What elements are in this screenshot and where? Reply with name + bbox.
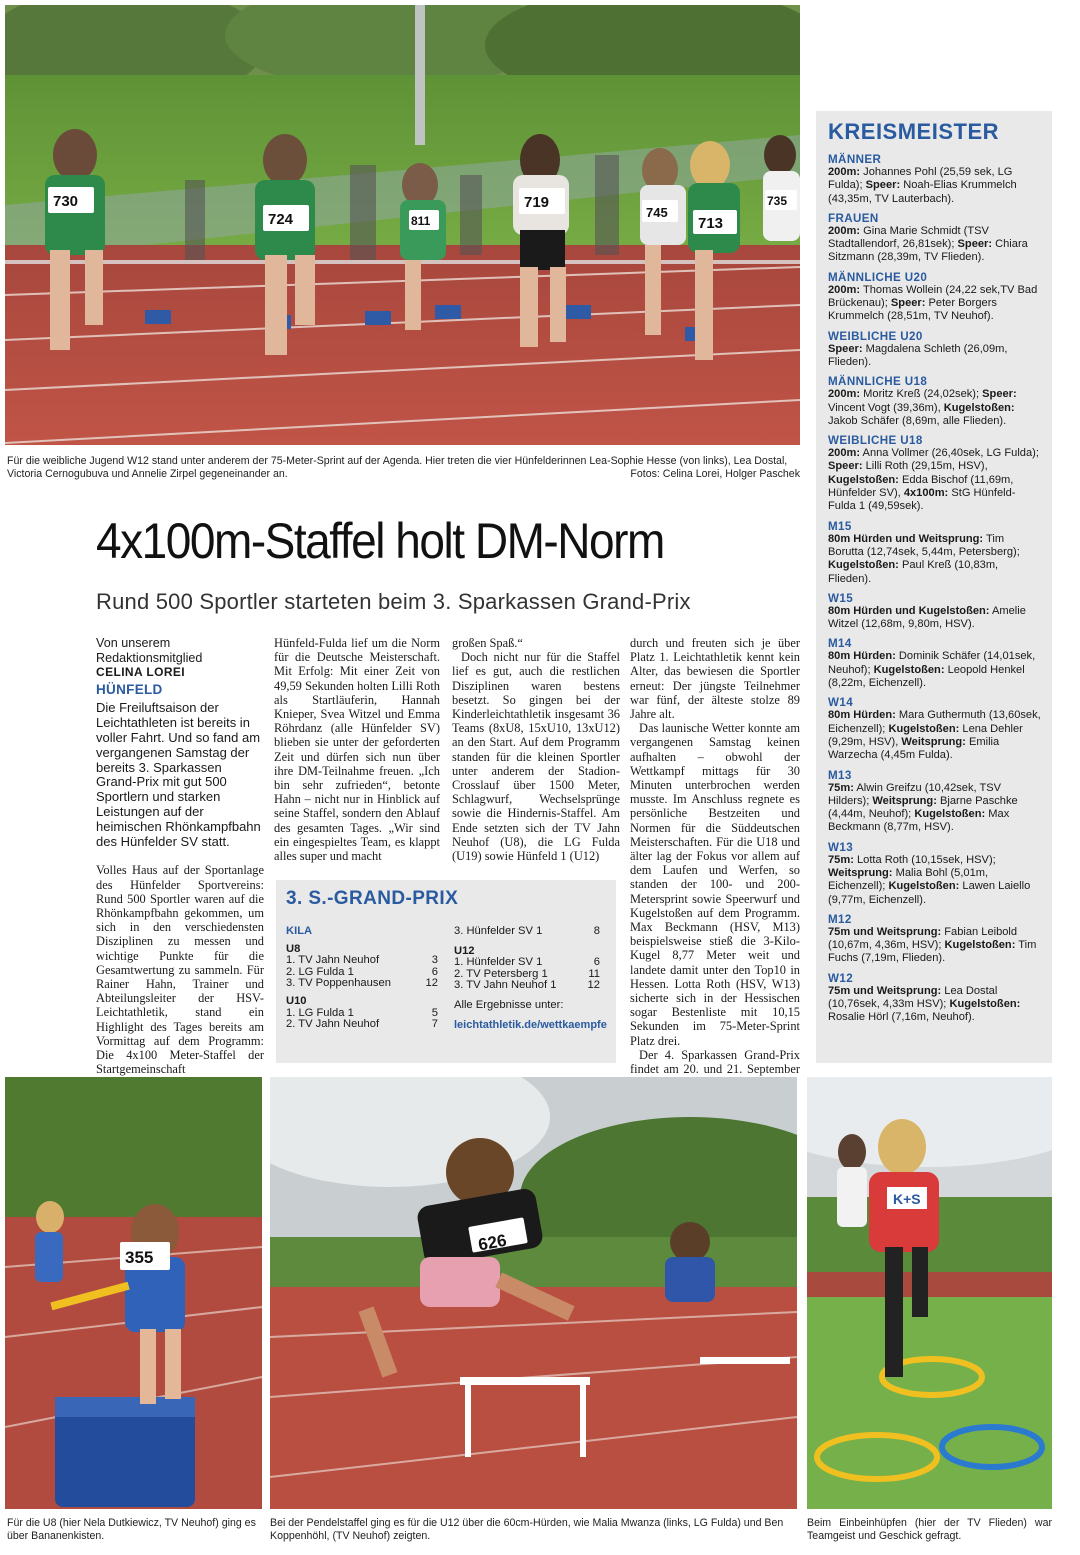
grand-prix-col-right — [454, 925, 607, 1031]
bib-355: 355 — [125, 1248, 154, 1267]
u12-results — [454, 957, 600, 992]
article-column-1 — [96, 636, 264, 1076]
points: 8 — [593, 925, 600, 937]
article-column-2 — [274, 636, 440, 863]
bib-811: 811 — [411, 214, 431, 228]
kreismeister-entry: 200m: Gina Marie Schmidt (TSV Stadtallendorf, 26,81sek); Speer: Chiara Sitzmann (28,39m, TV Flieden). — [828, 224, 1028, 264]
author: CELINA LOREI — [96, 665, 186, 679]
team: 2. TV Jahn Neuhof — [286, 1018, 380, 1031]
kreismeister-entry: 75m und Weitsprung: Lea Dostal (10,76sek, 4,33m HSV); Kugelstoßen: Rosalie Hörl (7,16m, Neuhof). — [828, 984, 1021, 1024]
paragraph: Der 4. Sparkassen Grand-Prix findet am 20. und 21. September — [630, 1047, 800, 1077]
u10-heading: U10 — [286, 994, 307, 1007]
kreismeister-entry: 80m Hürden und Kugelstoßen: Amelie Witzel (12,68m, 9,80m, HSV). — [828, 604, 1026, 631]
grand-prix-title: 3. S.-GRAND-PRIX — [286, 888, 459, 909]
kreismeister-category: W13 — [828, 840, 854, 854]
article-column-3 — [452, 636, 620, 863]
all-results-label: Alle Ergebnisse unter: — [454, 998, 564, 1011]
team: 3. TV Poppenhausen — [286, 977, 391, 990]
top-photo-sprint — [5, 5, 800, 445]
points: 6 — [431, 965, 438, 978]
subline: Rund 500 Sportler starteten beim 3. Sparkassen Grand-Prix — [96, 589, 691, 614]
bib-719: 719 — [524, 194, 550, 211]
kreismeister-list — [828, 153, 1042, 1025]
kreismeister-entry: Speer: Magdalena Schleth (26,09m, Flieden). — [828, 342, 1008, 368]
headline: 4x100m-Staffel holt DM-Norm — [96, 513, 664, 569]
bib-724: 724 — [268, 211, 294, 228]
caption-right: Beim Einbeinhüpfen (hier der TV Flieden) war Teamgeist und Geschick gefragt. — [807, 1517, 1052, 1542]
u10-results — [286, 1008, 438, 1031]
bib-735: 735 — [767, 194, 788, 208]
caption-middle: Bei der Pendelstaffel ging es für die U12 über die 60cm-Hürden, wie Malia Mwanza (links, LG Fulda) und Ben Koppenhöhl, (TV Neuhof) zeigten. — [270, 1517, 784, 1542]
top-photo-caption — [7, 455, 802, 481]
kreismeister-category: WEIBLICHE U20 — [828, 329, 923, 343]
points: 12 — [587, 979, 600, 992]
paragraph: großen Spaß.“ — [452, 636, 523, 650]
kreismeister-category: MÄNNLICHE U18 — [828, 375, 928, 389]
kreismeister-entry: 80m Hürden: Mara Guthermuth (13,60sek, Eichenzell); Kugelstoßen: Lena Dehler (9,29m, HSV), Weitsprung: Emilia Warzecha (4,45m Fulda). — [828, 709, 1041, 762]
bottom-photo-right — [807, 1077, 1052, 1509]
results-link[interactable]: leichtathletik.de/wettkaempfe — [454, 1018, 607, 1031]
paragraph: Volles Haus auf der Sportanlage des Hünfelder Sportvereins: Rund 500 Sportler waren auf die Rhönkampfbahn gekommen, um sich in den verschiedensten Disziplinen zu messen und wichtige Punkte für die Gesamtwertung zu sammeln. Für Rainer Hahn, Trainer und Abteilungsleiter der HSV-Leichtathletik, stand ein Highlight des Tages bereits am Vormittag auf dem Programm: Die 4x100 Meter-Staffel der Startgemeinschaft — [96, 863, 264, 1077]
team: 1. Hünfelder SV 1 — [454, 956, 543, 969]
bottom-photo-middle — [270, 1077, 797, 1509]
points: 3 — [431, 954, 438, 967]
dateline: HÜNFELD — [96, 682, 163, 698]
caption-left: Für die U8 (hier Nela Dutkiewicz, TV Neuhof) ging es über Bananenkisten. — [7, 1517, 256, 1542]
kreismeister-entry: 75m und Weitsprung: Fabian Leibold (10,67m, 4,36m, HSV); Kugelstoßen: Tim Fuchs (7,19m, Flieden). — [828, 925, 1037, 965]
points: 6 — [593, 956, 600, 969]
points: 11 — [588, 967, 600, 980]
byline-role: Redaktionsmitglied — [96, 650, 203, 665]
kreismeister-category: FRAUEN — [828, 211, 879, 225]
kreismeister-entry: 80m Hürden und Weitsprung: Tim Borutta (12,74sek, 5,44m, Petersberg); Kugelstoßen: Paul Kreß (10,83m, Flieden). — [828, 532, 1020, 585]
kreismeister-entry: 200m: Johannes Pohl (25,59 sek, LG Fulda); Speer: Noah-Elias Krummelch (43,35m, TV Lauterbach). — [828, 166, 1017, 205]
grand-prix-box — [276, 880, 616, 1063]
points: 7 — [431, 1018, 438, 1031]
article-column-4 — [630, 636, 800, 1091]
kreismeister-entry: 75m: Lotta Roth (10,15sek, HSV); Weitsprung: Malia Bohl (5,01m, Eichenzell); Kugelstoßen: Lawen Laiello (9,77m, Eichenzell). — [828, 853, 1031, 906]
bottom-photo-left — [5, 1077, 262, 1509]
kreismeister-category: M13 — [828, 768, 852, 782]
u8-results — [286, 955, 438, 990]
photo-credit: Fotos: Celina Lorei, Holger Paschek — [630, 468, 800, 480]
team: 1. TV Jahn Neuhof — [286, 954, 380, 967]
kreismeister-category: MÄNNLICHE U20 — [828, 270, 928, 284]
bib-626: 626 — [476, 1230, 509, 1255]
u10-result-third — [454, 926, 600, 938]
kreismeister-category: W12 — [828, 971, 854, 985]
result-row — [286, 1019, 438, 1031]
kila-heading: KILA — [286, 925, 313, 937]
paragraph: durch und freuten sich je über Platz 1. Leichtathletik kennt kein Alter, das bewiesen die Sportler erneut: Der jüngste Teilnehmer war fünf, der älteste stolze 89 Jahre alt. — [630, 636, 800, 722]
kreismeister-entry: 200m: Thomas Wollein (24,22 sek,TV Bad Brückenau); Speer: Peter Borgers Krummelch (28,51m, TV Neuhof). — [828, 283, 1038, 323]
points: 12 — [425, 977, 438, 990]
kreismeister-category: W14 — [828, 696, 854, 710]
team: 1. LG Fulda 1 — [286, 1006, 354, 1019]
kreismeister-category: MÄNNER — [828, 153, 882, 166]
paragraph: Hünfeld-Fulda lief um die Norm für die Deutsche Meisterschaft. Mit Erfolg: Mit einer Zeit von 49,59 Sekunden holten Lilli Roth als Startläuferin, Hannah Knieper, Svea Witzel und Emma Röhrdanz (alle Hünfelder SV) blieben sie unter der geforderten Zeit und dürfen sich nun über ihre DM-Teilnahme freuen. „Ich bin sehr zufrieden“, betonte Hahn – nicht nur in Hinblick auf seine Staffel, sondern den Ablauf des gesamten Tages. „Wir sind ein eingespieltes Team, es klappt alles super und macht — [274, 636, 440, 864]
u8-heading: U8 — [286, 942, 301, 955]
kreismeister-entry: 200m: Anna Vollmer (26,40sek, LG Fulda); Speer: Lilli Roth (29,15m, HSV), Kugelstoßen: Edda Bischof (11,69m, Hünfelder SV), 4x100m: StG Hünfeld-Fulda 1 (49,59sek). — [828, 447, 1039, 513]
bib-745: 745 — [646, 205, 668, 220]
kreismeister-category: WEIBLICHE U18 — [828, 434, 923, 448]
byline-from: Von unserem — [96, 636, 171, 650]
kreismeister-category: M14 — [828, 637, 852, 651]
kreismeister-box — [816, 111, 1052, 1063]
points: 5 — [431, 1006, 438, 1019]
team: 2. LG Fulda 1 — [286, 965, 354, 978]
lead-paragraph: Die Freiluftsaison der Leichtathleten ist bereits in voller Fahrt. Und so fand am vergangenen Samstag der bereits 3. Sparkassen Grand-Prix mit gut 500 Sportlern und starken Leistungen auf der heimischen Rhönkampfbahn des Hünfelder SV statt. — [96, 700, 261, 849]
kreismeister-entry: 75m: Alwin Greifzu (10,42sek, TSV Hilders); Weitsprung: Bjarne Paschke (4,44m, Neuhof); Kugelstoßen: Max Beckmann (8,77m, HSV). — [828, 781, 1018, 834]
kreismeister-title: KREISMEISTER — [828, 119, 1000, 144]
team: 2. TV Petersberg 1 — [454, 967, 548, 980]
result-row — [454, 980, 600, 992]
paragraph: Das launische Wetter konnte am vergangenen Samstag keinen aufhalten – obwohl der Wettkampf mittags für 30 Minuten unterbrochen werden musste. Im Anschluss regnete es persönliche Bestzeiten und Normen für die Süddeutschen Meisterschaften. Für die U18 und älter lag der Fokus vor allem auf dem Laufen und Werfen, so standen der 100- und 200-Metersprint sowie Speerwurf und Kugelstoßen auf dem Programm. Max Beckmann (HSV, M13) beispielsweise stieß die 3-Kilo-Kugel 8,77 Meter weit und landete damit unter den Top10 in Hessen. Lotta Roth (HSV, W13) sicherte sich in der Hessischen sogar Bestenliste mit 10,15 Sekunden im 75-Meter-Sprint Platz drei. — [630, 721, 800, 1048]
bib-730: 730 — [53, 193, 79, 210]
kreismeister-category: M15 — [828, 519, 852, 533]
paragraph: Doch nicht nur für die Staffel lief es gut, auch die restlichen Disziplinen waren bestens besetzt. So gingen bei der Kinderleichtathletik insgesamt 36 Teams (8xU8, 15xU10, 13xU12) an den Start. Auf dem Programm standen für die kleinen Sportler unter anderem der Stadion-Crosslauf über 1500 Meter, Schlagwurf, Wechselsprünge sowie die Hindernis-Staffel. Am Ende setzten sich der TV Jahn Neuhof (U8), die LG Fulda (U19) sowie Hünfeld 1 (U12) — [452, 650, 620, 864]
team: 3. Hünfelder SV 1 — [454, 925, 543, 937]
grand-prix-col-left — [286, 926, 438, 1031]
bib-713: 713 — [698, 215, 724, 232]
team: 3. TV Jahn Neuhof 1 — [454, 979, 557, 992]
kreismeister-category: M12 — [828, 912, 852, 926]
u12-heading: U12 — [454, 944, 475, 957]
shirt-logo: K+S — [893, 1191, 921, 1207]
kreismeister-entry: 200m: Moritz Kreß (24,02sek); Speer: Vincent Vogt (39,36m), Kugelstoßen: Jakob Schäfer (8,69m, alle Flieden). — [828, 388, 1017, 427]
kreismeister-entry: 80m Hürden: Dominik Schäfer (14,01sek, Neuhof); Kugelstoßen: Leopold Henkel (8,22m, Eichenzell). — [828, 650, 1036, 690]
caption-text: Für die weibliche Jugend W12 stand unter anderem der 75-Meter-Sprint auf der Agenda. Hier treten die vier Hünfelderinnen Lea-Sophie Hesse (von links), Lea Dostal, Victoria Cernogubuva und Annelie Zirpel gegeneinander an. — [7, 455, 788, 480]
result-row — [286, 978, 438, 990]
kreismeister-category: W15 — [828, 591, 854, 605]
